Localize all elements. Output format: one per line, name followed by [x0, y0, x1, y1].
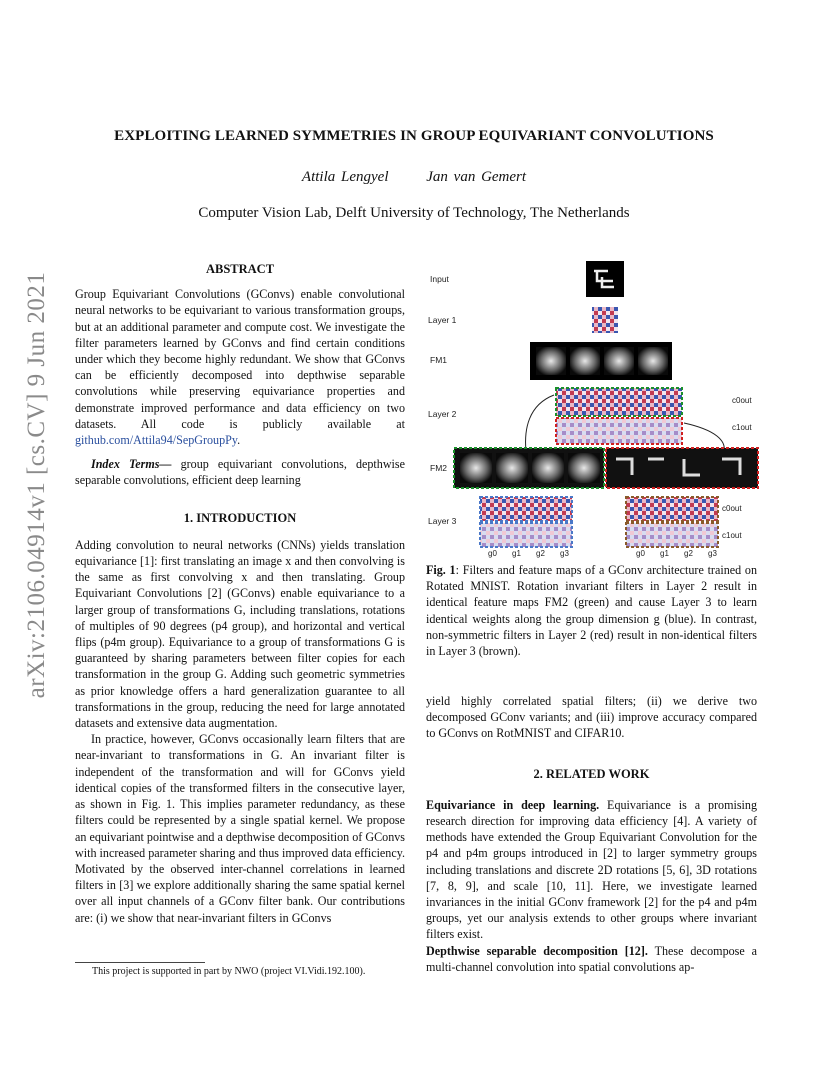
g0-label-right: g0: [636, 549, 645, 558]
label-layer2: Layer 2: [428, 409, 457, 419]
layer2-c1out-label: c1out: [732, 423, 752, 432]
abstract-heading: ABSTRACT: [205, 262, 275, 276]
intro-paragraph-1: Adding convolution to neural networks (CNNs) yields translation equivariance [1]: first translating an image x and then convolving is the same as first convolving x and then translating. Group Equivariant Convolutions [2] (GConvs) enable equivariance to a larger group of transformations G, including translations, rotations of multiples of 90 degrees (p4 group), and horizontal and vertical flips (p4m group). Equivariance to a group of transformations G is guaranteed by sharing parameters between filter copies for each transformation in the group G. Adding such geometric symmetries as prior knowledge offers a hard generalization guarantee to all transformations in the group, reducing the need for large annotated datasets and extensive data augmentation.: [75, 537, 405, 731]
related-paragraph-2: Depthwise separable decomposition [12]. These decompose a multi-channel convolution into spatial convolutions ap-: [426, 943, 757, 974]
input-image: [586, 261, 624, 297]
author-1: Attila Lengyel: [301, 169, 389, 185]
abstract-text: Group Equivariant Convolutions (GConvs) enable convolutional neural networks to be equivariant to various transformation groups, but at an additional parameter and compute cost. We investigate the filter parameters learned by GConvs and find certain conditions under which they become highly redundant. We show that GConvs can be efficiently decomposed into depthwise separable convolutions while preserving equivariance properties and demonstrate improved performance and data efficiency on two datasets. All code is publicly available at github.com/Attila94/SepGroupPy.: [75, 287, 405, 448]
authors: [0, 169, 828, 186]
g2-label-left: g2: [536, 549, 545, 558]
author-2: Jan van Gemert: [426, 169, 527, 185]
index-terms: Index Terms— group equivariant convolutions, depthwise separable convolutions, efficient deep learning: [75, 457, 405, 488]
right-column: [426, 693, 757, 975]
fm1-maps: [530, 342, 672, 380]
layer2-filters: [556, 388, 682, 444]
paper-title: EXPLOITING LEARNED SYMMETRIES IN GROUP EQUIVARIANT CONVOLUTIONS: [114, 128, 714, 144]
intro-paragraph-2: In practice, however, GConvs occasionally learn filters that are near-invariant to transformations in G. An invariant filter is independent of the transformation and will for GConvs yield identical copies of the transformed filters in the consecutive layer, as shown in Fig. 1. This implies parameter redundancy, as these filters could be represented by a single spatial kernel. We propose an equivariant pointwise and a depthwise decomposition of GConvs with increased parameter sharing and thus improved data efficiency. Motivated by the observed inter-channel correlations in learned filters in [3] we explore additionally sharing the same spatial kernel over all input channels of a GConv filter bank. Our contributions are: (i) we show that near-invariant filters in GConvs: [75, 732, 405, 925]
footnote-rule: [75, 962, 205, 963]
layer3-filters: [480, 497, 718, 547]
affiliation: Computer Vision Lab, Delft University of Technology, The Netherlands: [198, 205, 630, 221]
layer3-c1out-label: c1out: [722, 531, 742, 540]
fm2-maps: [454, 448, 758, 488]
g1-label-right: g1: [660, 549, 669, 558]
related-heading: 2. RELATED WORK: [533, 766, 650, 781]
g3-label-right: g3: [708, 549, 717, 558]
related-paragraph-1: Equivariance in deep learning. Equivariance is a promising research direction for improving data efficiency [4]. A variety of methods have extended the Group Equivariant Convolution for the p4 and p4m groups introduced in [2] to larger symmetry groups including translations and discrete 2D rotations [5, 6], 3D rotations [7, 8, 9], and scale [10, 11]. Here, we investigate learned invariances in the initial GConv framework [2] for the p4 and p4m groups, yet our analysis extends to other groups where invariant filters exist.: [426, 797, 757, 942]
label-fm2: FM2: [430, 463, 447, 473]
g0-label-left: g0: [488, 549, 497, 558]
layer1-filter: [592, 307, 618, 333]
left-column: [75, 261, 405, 926]
footnote: This project is supported in part by NWO (project VI.Vidi.192.100).: [92, 966, 366, 977]
g3-label-left: g3: [560, 549, 569, 558]
figure-caption: Fig. 1: Filters and feature maps of a GConv architecture trained on Rotated MNIST. Rotation invariant filters in Layer 2 result in identical feature maps FM2 (green) and cause Layer 3 to learn identical weights along the group dimension g (blue). In contrast, non-symmetric filters in Layer 2 (red) result in non-identical filters in Layer 3 (brown).: [426, 563, 757, 659]
layer2-c0out-label: c0out: [732, 396, 752, 405]
label-layer3: Layer 3: [428, 516, 457, 526]
g1-label-left: g1: [512, 549, 521, 558]
intro-heading: 1. INTRODUCTION: [183, 510, 297, 525]
layer3-c0out-label: c0out: [722, 504, 742, 513]
label-input: Input: [430, 274, 449, 284]
label-layer1: Layer 1: [428, 315, 457, 325]
g2-label-right: g2: [684, 549, 693, 558]
label-fm1: FM1: [430, 355, 447, 365]
figure-graphic: [426, 255, 766, 560]
arxiv-identifier: arXiv:2106.04914v1 [cs.CV] 9 Jun 2021: [23, 271, 50, 699]
code-link[interactable]: github.com/Attila94/SepGroupPy: [75, 433, 238, 448]
intro-continuation: yield highly correlated spatial filters; (ii) we derive two decomposed GConv variants; and (iii) improve accuracy compared to GConvs on RotMNIST and CIFAR10.: [426, 694, 757, 741]
